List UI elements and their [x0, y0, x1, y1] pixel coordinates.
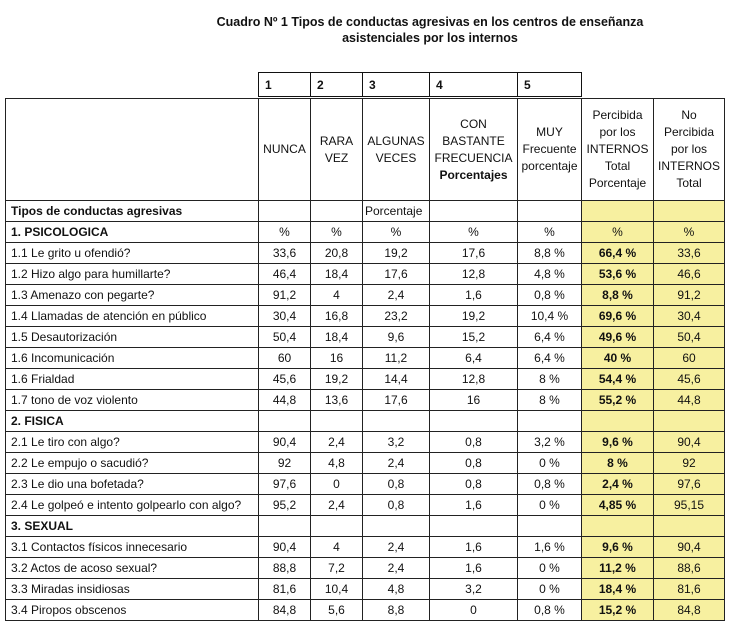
value-cell: 4,8 [363, 579, 430, 600]
row-label: 1.3 Amenazo con pegarte? [6, 285, 259, 306]
subheader-label: Tipos de conductas agresivas [6, 201, 259, 222]
value-cell: 3,2 % [518, 432, 582, 453]
value-cell: 88,6 [654, 558, 725, 579]
value-cell: 17,6 [363, 264, 430, 285]
value-cell: 18,4 % [582, 579, 654, 600]
table-row [6, 558, 725, 579]
empty-cell [654, 411, 725, 432]
section-header-row [6, 411, 725, 432]
value-cell: 19,2 [430, 306, 518, 327]
value-cell: 23,2 [363, 306, 430, 327]
value-cell: 91,2 [259, 285, 311, 306]
value-cell: 8 % [582, 453, 654, 474]
value-cell: 1,6 [430, 537, 518, 558]
value-cell: 88,8 [259, 558, 311, 579]
table-row [6, 579, 725, 600]
value-cell: 8,8 % [582, 285, 654, 306]
table-row [6, 327, 725, 348]
column-number-row [258, 72, 582, 97]
empty-cell [311, 411, 363, 432]
percent-cell: % [654, 222, 725, 243]
value-cell: 46,6 [654, 264, 725, 285]
row-label: 3.1 Contactos físicos innecesario [6, 537, 259, 558]
empty-cell [363, 411, 430, 432]
value-cell: 4 [311, 537, 363, 558]
value-cell: 2,4 [363, 453, 430, 474]
value-cell: 90,4 [654, 432, 725, 453]
value-cell: 90,4 [259, 432, 311, 453]
data-table [5, 98, 725, 621]
header-no-percibida: No Percibida por los INTERNOS Total [654, 99, 725, 201]
empty-cell [430, 516, 518, 537]
value-cell: 15,2 [430, 327, 518, 348]
value-cell: 84,8 [654, 600, 725, 621]
subheader-porcentaje: Porcentaje [363, 201, 430, 222]
empty-cell [311, 516, 363, 537]
value-cell: 95,2 [259, 495, 311, 516]
value-cell: 10,4 % [518, 306, 582, 327]
value-cell: 66,4 % [582, 243, 654, 264]
header-percibida: Percibida por los INTERNOS Total Porcentaje [582, 99, 654, 201]
value-cell: 0,8 [430, 453, 518, 474]
row-label: 3.2 Actos de acoso sexual? [6, 558, 259, 579]
column-number-5: 5 [518, 73, 582, 97]
subheader-empty [259, 201, 311, 222]
row-label: 2.4 Le golpeó e intento golpearlo con algo? [6, 495, 259, 516]
value-cell: 4,85 % [582, 495, 654, 516]
header-algunas-veces: ALGUNAS VECES [363, 99, 430, 201]
subheader-empty [430, 201, 518, 222]
value-cell: 9,6 [363, 327, 430, 348]
value-cell: 0,8 [363, 495, 430, 516]
value-cell: 14,4 [363, 369, 430, 390]
header-frecuencia-text: CON BASTANTE FRECUENCIA [434, 116, 513, 165]
value-cell: 17,6 [430, 243, 518, 264]
value-cell: 46,4 [259, 264, 311, 285]
value-cell: 8 % [518, 390, 582, 411]
value-cell: 16 [311, 348, 363, 369]
value-cell: 6,4 [430, 348, 518, 369]
table-row [6, 348, 725, 369]
value-cell: 44,8 [654, 390, 725, 411]
value-cell: 4,8 % [518, 264, 582, 285]
value-cell: 1,6 [430, 558, 518, 579]
value-cell: 50,4 [654, 327, 725, 348]
value-cell: 15,2 % [582, 600, 654, 621]
value-cell: 12,8 [430, 369, 518, 390]
value-cell: 8,8 [363, 600, 430, 621]
value-cell: 33,6 [654, 243, 725, 264]
value-cell: 1,6 [430, 285, 518, 306]
header-row [6, 99, 725, 201]
table-row [6, 369, 725, 390]
value-cell: 97,6 [654, 474, 725, 495]
value-cell: 0,8 % [518, 285, 582, 306]
value-cell: 30,4 [654, 306, 725, 327]
value-cell: 45,6 [259, 369, 311, 390]
empty-cell [582, 516, 654, 537]
value-cell: 0 % [518, 495, 582, 516]
value-cell: 1,6 [430, 495, 518, 516]
value-cell: 60 [259, 348, 311, 369]
subheader-empty [654, 201, 725, 222]
value-cell: 2,4 [311, 495, 363, 516]
subheader-empty [311, 201, 363, 222]
value-cell: 0 % [518, 453, 582, 474]
value-cell: 19,2 [363, 243, 430, 264]
table-row [6, 432, 725, 453]
subheader-row [6, 201, 725, 222]
percent-cell: % [363, 222, 430, 243]
header-con-bastante-frecuencia [430, 99, 518, 201]
value-cell: 7,2 [311, 558, 363, 579]
value-cell: 9,6 % [582, 537, 654, 558]
value-cell: 92 [654, 453, 725, 474]
row-label: 3.3 Miradas insidiosas [6, 579, 259, 600]
column-number-4: 4 [430, 73, 518, 97]
percent-cell: % [582, 222, 654, 243]
section-header-row [6, 222, 725, 243]
value-cell: 10,4 [311, 579, 363, 600]
value-cell: 30,4 [259, 306, 311, 327]
column-number-2: 2 [311, 73, 363, 97]
percent-cell: % [259, 222, 311, 243]
empty-cell [518, 411, 582, 432]
header-nunca: NUNCA [259, 99, 311, 201]
value-cell: 0,8 [363, 474, 430, 495]
value-cell: 16,8 [311, 306, 363, 327]
empty-cell [430, 411, 518, 432]
row-label: 1.6 Incomunicación [6, 348, 259, 369]
value-cell: 19,2 [311, 369, 363, 390]
value-cell: 18,4 [311, 327, 363, 348]
section-header-row [6, 516, 725, 537]
value-cell: 9,6 % [582, 432, 654, 453]
value-cell: 6,4 % [518, 348, 582, 369]
value-cell: 0,8 [430, 474, 518, 495]
value-cell: 81,6 [259, 579, 311, 600]
header-empty [6, 99, 259, 201]
row-label: 1.1 Le grito u ofendió? [6, 243, 259, 264]
value-cell: 12,8 [430, 264, 518, 285]
value-cell: 20,8 [311, 243, 363, 264]
table-row [6, 390, 725, 411]
value-cell: 2,4 % [582, 474, 654, 495]
caption-line-1: Cuadro Nº 1 Tipos de conductas agresivas en los centros de enseñanza [216, 15, 644, 29]
value-cell: 0 % [518, 558, 582, 579]
value-cell: 92 [259, 453, 311, 474]
value-cell: 2,4 [311, 432, 363, 453]
value-cell: 40 % [582, 348, 654, 369]
value-cell: 69,6 % [582, 306, 654, 327]
row-label: 2.2 Le empujo o sacudió? [6, 453, 259, 474]
value-cell: 44,8 [259, 390, 311, 411]
table-row [6, 600, 725, 621]
subheader-empty [582, 201, 654, 222]
value-cell: 0,8 [430, 432, 518, 453]
empty-cell [582, 411, 654, 432]
value-cell: 0 [311, 474, 363, 495]
value-cell: 6,4 % [518, 327, 582, 348]
value-cell: 4,8 [311, 453, 363, 474]
value-cell: 0,8 % [518, 474, 582, 495]
row-label: 1.4 Llamadas de atención en público [6, 306, 259, 327]
value-cell: 3,2 [363, 432, 430, 453]
table-row [6, 306, 725, 327]
empty-cell [363, 516, 430, 537]
value-cell: 95,15 [654, 495, 725, 516]
value-cell: 45,6 [654, 369, 725, 390]
table-row [6, 537, 725, 558]
value-cell: 50,4 [259, 327, 311, 348]
value-cell: 8 % [518, 369, 582, 390]
value-cell: 0 [430, 600, 518, 621]
value-cell: 91,2 [654, 285, 725, 306]
value-cell: 81,6 [654, 579, 725, 600]
row-label: 3.4 Piropos obscenos [6, 600, 259, 621]
row-label: 1.6 Frialdad [6, 369, 259, 390]
empty-cell [259, 411, 311, 432]
empty-cell [518, 516, 582, 537]
header-porcentajes: Porcentajes [439, 167, 508, 182]
value-cell: 11,2 [363, 348, 430, 369]
value-cell: 4 [311, 285, 363, 306]
table-row [6, 243, 725, 264]
value-cell: 2,4 [363, 285, 430, 306]
percent-cell: % [311, 222, 363, 243]
value-cell: 54,4 % [582, 369, 654, 390]
value-cell: 11,2 % [582, 558, 654, 579]
empty-cell [654, 516, 725, 537]
percent-cell: % [430, 222, 518, 243]
header-muy-frecuente: MUY Frecuente porcentaje [518, 99, 582, 201]
percent-cell: % [518, 222, 582, 243]
table-row [6, 495, 725, 516]
table-row [6, 264, 725, 285]
column-number-1: 1 [259, 73, 311, 97]
value-cell: 5,6 [311, 600, 363, 621]
value-cell: 0,8 % [518, 600, 582, 621]
value-cell: 49,6 % [582, 327, 654, 348]
value-cell: 90,4 [654, 537, 725, 558]
value-cell: 0 % [518, 579, 582, 600]
value-cell: 60 [654, 348, 725, 369]
column-number-3: 3 [363, 73, 430, 97]
subheader-empty [518, 201, 582, 222]
value-cell: 2,4 [363, 537, 430, 558]
caption-line-2: asistenciales por los internos [342, 31, 518, 45]
section-title: 2. FISICA [6, 411, 259, 432]
table-row [6, 474, 725, 495]
value-cell: 53,6 % [582, 264, 654, 285]
value-cell: 1,6 % [518, 537, 582, 558]
empty-cell [259, 516, 311, 537]
table-row [6, 453, 725, 474]
row-label: 2.3 Le dio una bofetada? [6, 474, 259, 495]
value-cell: 18,4 [311, 264, 363, 285]
table-row [6, 285, 725, 306]
value-cell: 17,6 [363, 390, 430, 411]
value-cell: 84,8 [259, 600, 311, 621]
value-cell: 8,8 % [518, 243, 582, 264]
value-cell: 13,6 [311, 390, 363, 411]
value-cell: 16 [430, 390, 518, 411]
value-cell: 2,4 [363, 558, 430, 579]
row-label: 1.5 Desautorización [6, 327, 259, 348]
row-label: 1.7 tono de voz violento [6, 390, 259, 411]
table-caption [150, 14, 710, 46]
row-label: 2.1 Le tiro con algo? [6, 432, 259, 453]
section-title: 1. PSICOLOGICA [6, 222, 259, 243]
value-cell: 90,4 [259, 537, 311, 558]
value-cell: 3,2 [430, 579, 518, 600]
value-cell: 97,6 [259, 474, 311, 495]
row-label: 1.2 Hizo algo para humillarte? [6, 264, 259, 285]
value-cell: 55,2 % [582, 390, 654, 411]
value-cell: 33,6 [259, 243, 311, 264]
section-title: 3. SEXUAL [6, 516, 259, 537]
header-rara-vez: RARA VEZ [311, 99, 363, 201]
